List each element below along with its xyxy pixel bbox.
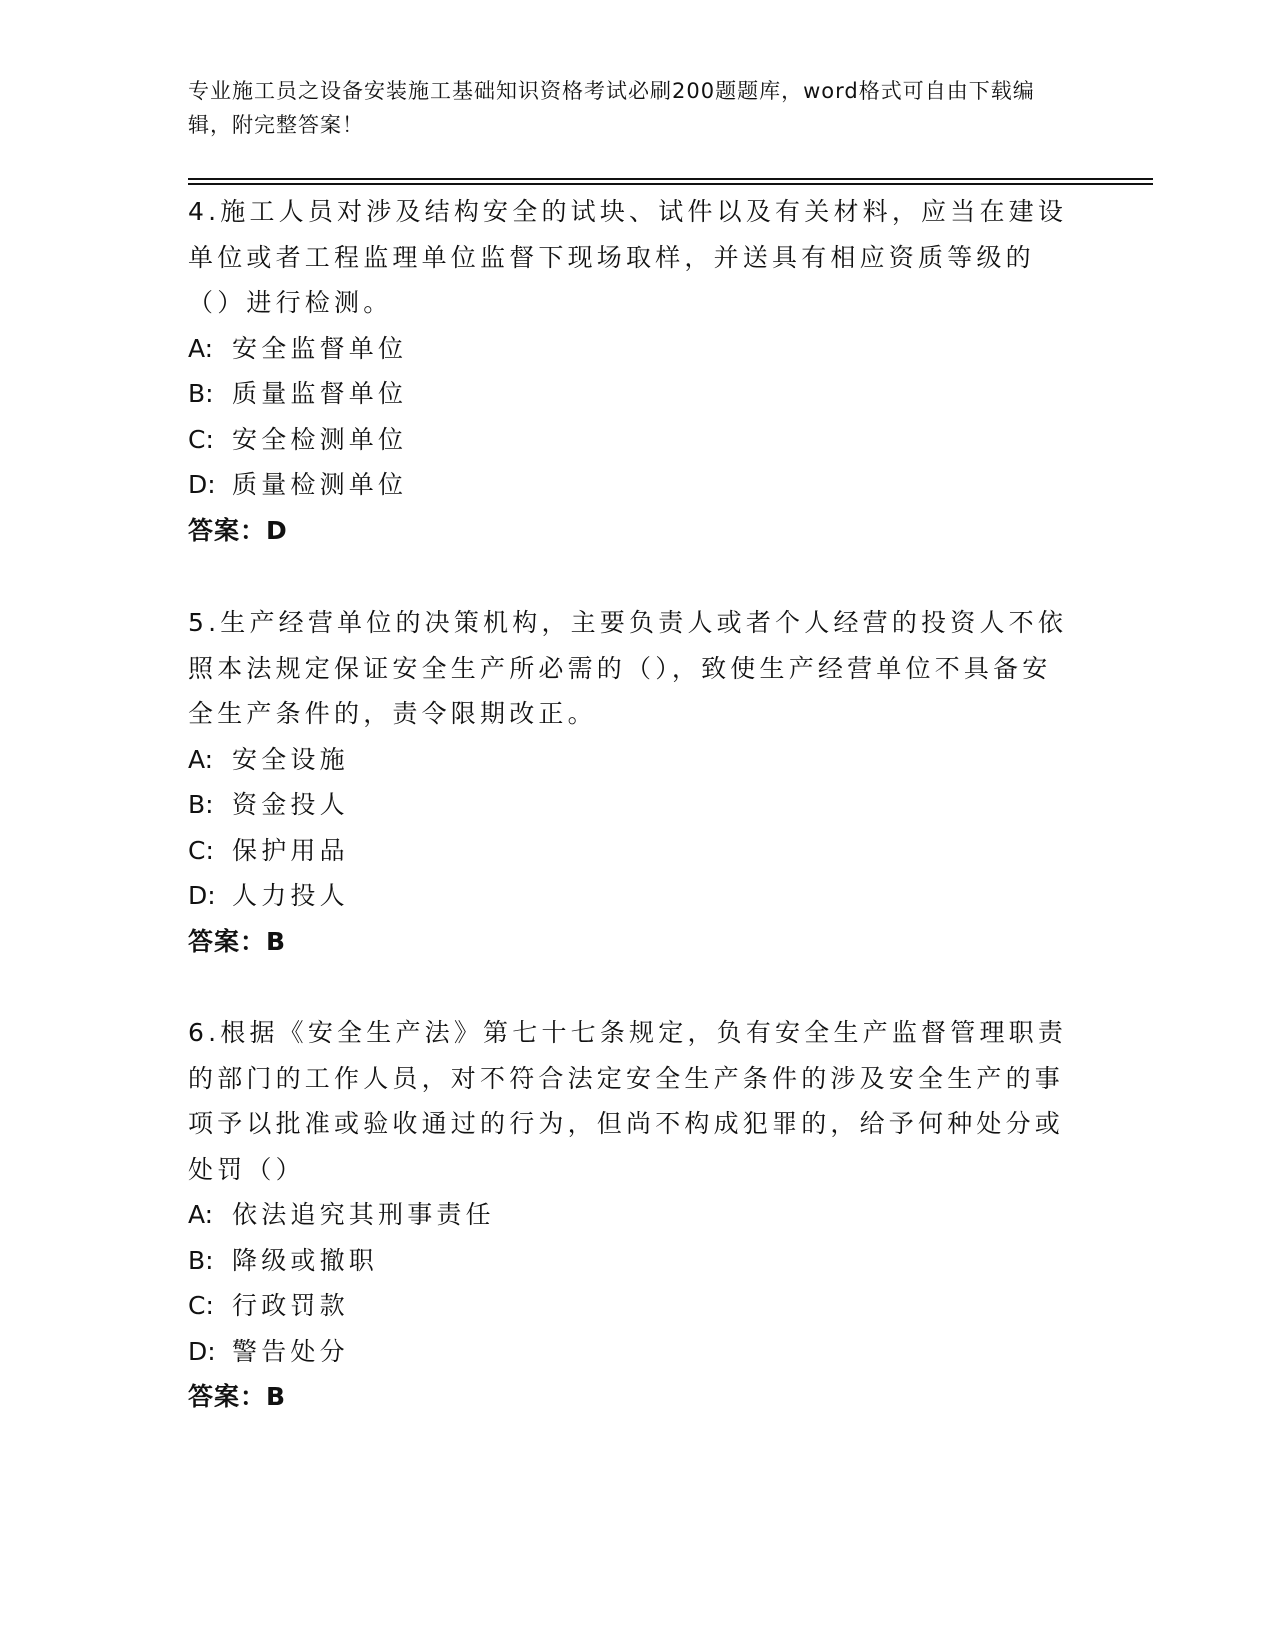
option-letter: A: [188,744,214,774]
question-5 [188,600,1078,964]
option-c [188,417,1078,463]
option-letter: B: [188,379,214,408]
header-rule-top [188,178,1153,180]
option-a [188,326,1078,372]
option-text: 安全设施 [232,744,349,774]
answer-label: 答案：B [188,926,287,956]
option-text: 依法追究其刑事责任 [232,1200,495,1229]
option-b [188,1238,1078,1284]
option-letter: C: [188,1291,214,1320]
question-4 [188,189,1078,553]
option-c [188,1283,1078,1329]
option-c [188,828,1078,874]
option-text: 质量检测单位 [232,470,408,499]
option-letter: B: [188,790,214,819]
option-letter: B: [188,1245,214,1275]
option-letter: C: [188,424,214,454]
option-d [188,873,1078,919]
answer-label: 答案：B [188,1382,287,1411]
option-text: 资金投人 [232,790,349,819]
option-text: 降级或撤职 [232,1245,379,1275]
question-stem: 5.生产经营单位的决策机构，主要负责人或者个人经营的投资人不依照本法规定保证安全生产所必需的（），致使生产经营单位不具备安全生产条件的，责令限期改正。 [188,608,1068,728]
option-d [188,1329,1078,1375]
option-d [188,462,1078,508]
option-letter: D: [188,881,216,910]
option-text: 安全监督单位 [232,333,408,363]
option-letter: A: [188,1200,214,1229]
option-text: 人力投人 [232,881,349,910]
option-text: 警告处分 [232,1336,349,1366]
question-stem: 6.根据《安全生产法》第七十七条规定，负有安全生产监督管理职责的部门的工作人员，对不符合法定安全生产条件的涉及安全生产的事项予以批准或验收通过的行为，但尚不构成犯罪的，给予何种处分或处罚（） [188,1018,1068,1184]
option-letter: C: [188,835,214,865]
option-letter: A: [188,333,214,363]
option-a [188,1192,1078,1238]
header-rule-bottom [188,183,1153,185]
option-text: 保护用品 [232,835,349,865]
option-a [188,737,1078,783]
option-text: 行政罚款 [232,1291,349,1320]
answer-label: 答案：D [188,515,288,545]
option-letter: D: [188,1336,216,1366]
document-header: 专业施工员之设备安装施工基础知识资格考试必刷200题题库，word格式可自由下载编辑，附完整答案！ [188,79,1035,137]
option-b [188,371,1078,417]
option-b [188,782,1078,828]
option-text: 质量监督单位 [232,379,408,408]
question-stem: 4.施工人员对涉及结构安全的试块、试件以及有关材料，应当在建设单位或者工程监理单位监督下现场取样，并送具有相应资质等级的（）进行检测。 [188,197,1068,317]
option-text: 安全检测单位 [232,424,408,454]
question-6 [188,1010,1078,1420]
option-letter: D: [188,470,216,499]
